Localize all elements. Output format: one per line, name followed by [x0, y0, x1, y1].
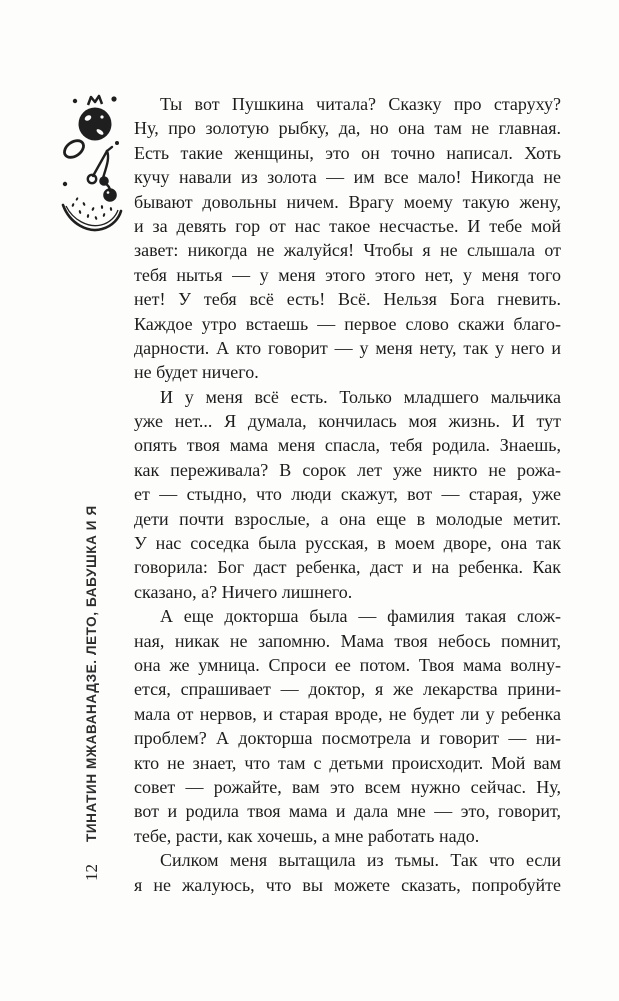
text-line: мала от нервов, и старая вроде, не будет ли у ребенка: [134, 703, 561, 724]
text-line: У нас соседка была русская, в моем дворе, она так: [134, 533, 561, 554]
text-line: дарности. А кто говорит — у меня нету, так у него и: [134, 337, 561, 358]
text-line: проблем? А докторша посмотрела и говорит — ни-: [134, 728, 561, 749]
text-line: она же умница. Спроси ее потом. Твоя мама волну-: [134, 654, 561, 675]
text-line: Ну, про золотую рыбку, да, но она там не главная.: [134, 118, 561, 139]
text-line: бывают довольны ничем. Врагу моему такую жену,: [134, 191, 561, 212]
fruit-decoration: [58, 88, 128, 238]
text-line: дети почти взрослые, а она еще в молодые метит.: [134, 508, 561, 529]
text-line: Ты вот Пушкина читала? Сказку про старуху?: [160, 94, 561, 114]
text-line: кучу навали из золота — им все мало! Никогда не: [134, 167, 561, 188]
text-line: не будет ничего.: [134, 362, 259, 383]
cherries-icon: [88, 147, 116, 201]
body-text: [134, 92, 561, 897]
text-line: Каждое утро встаешь — первое слово скажи благо-: [134, 313, 561, 334]
olive-icon: [61, 137, 86, 161]
running-title: ТИНАТИН МЖАВАНАДЗЕ. ЛЕТО, БАБУШКА И Я: [84, 505, 99, 842]
pomegranate-icon: [79, 96, 112, 141]
text-line: тебе, расти, как хочешь, а мне работать надо.: [134, 825, 480, 846]
text-line: и за девять гор от нас такое несчастье. И тебе мой: [134, 215, 561, 236]
text-line: ная, никак не запомню. Мама твоя небось помнит,: [134, 630, 561, 651]
watermelon-icon: [63, 197, 121, 230]
text-line: ется, спрашивает — доктор, я же лекарства прини-: [134, 679, 561, 700]
page-number: 12: [82, 864, 101, 881]
text-line: совет — рожайте, вам это всем нужно сейчас. Ну,: [134, 776, 561, 797]
text-line: И у меня всё есть. Только младшего мальчика: [160, 386, 561, 407]
text-line: завет: никогда не жалуйся! Чтобы я не слышала от: [134, 240, 561, 261]
text-line: как переживала? В сорок лет уже никто не рожа-: [134, 459, 561, 480]
text-line: А еще докторша была — фамилия такая слож-: [160, 606, 561, 627]
text-line: говорила: Бог даст ребенка, даст и на ребенка. Как: [134, 557, 561, 578]
text-line: уже нет... Я думала, кончилась моя жизнь. И тут: [134, 411, 561, 432]
text-line: вот и родила твоя мама и дала мне — это, говорит,: [134, 801, 561, 822]
text-line: Есть такие женщины, это он точно написал. Хоть: [134, 142, 561, 163]
text-line: ет — стыдно, что люди скажут, вот — старая, уже: [134, 484, 561, 505]
text-line: кто не знает, что там с детьми происходит. Мой вам: [134, 752, 561, 773]
text-line: Силком меня вытащила из тьмы. Так что если: [160, 850, 561, 871]
text-line: опять твоя мама меня спасла, тебя родила. Знаешь,: [134, 435, 561, 456]
text-line: нет! У тебя всё есть! Всё. Нельзя Бога гневить.: [134, 289, 561, 310]
text-line: я не жалуюсь, что вы можете сказать, попробуйте: [134, 874, 561, 895]
text-line: сказано, а? Ничего лишнего.: [134, 581, 353, 602]
text-line: тебя нытья — у меня этого этого нет, у меня того: [134, 264, 561, 285]
